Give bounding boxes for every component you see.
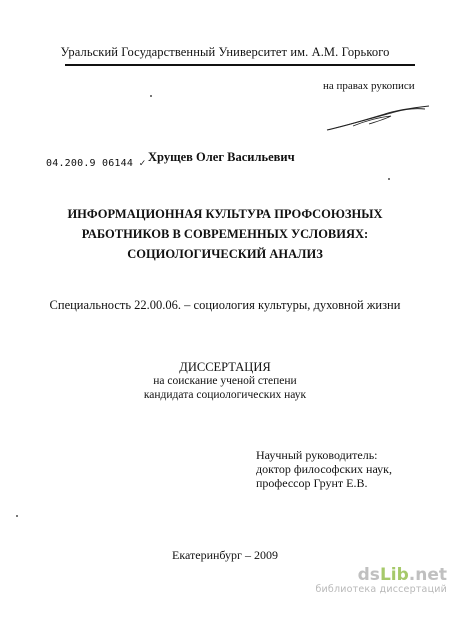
scan-speck xyxy=(16,515,18,517)
registry-number: 04.200.9 06144 xyxy=(46,158,134,169)
city-year: Екатеринбург – 2009 xyxy=(172,548,278,562)
degree-line-2: кандидата социологических наук xyxy=(143,389,307,401)
advisor-name: профессор Грунт Е.В. xyxy=(256,476,368,490)
watermark xyxy=(307,566,447,595)
specialty-line: Специальность 22.00.06. – социология культуры, духовной жизни xyxy=(49,298,401,312)
scan-speck xyxy=(150,95,152,97)
registry-stamp xyxy=(46,158,146,169)
dissertation-heading: ДИССЕРТАЦИЯ xyxy=(179,360,271,374)
advisor-degree: доктор философских наук, xyxy=(256,462,392,476)
watermark-subtitle: библиотека диссертаций xyxy=(315,584,447,595)
dissertation-block xyxy=(0,360,450,402)
university-name: Уральский Государственный Университет им. А.М. Горького xyxy=(60,45,390,59)
dissertation-title xyxy=(0,204,450,264)
degree-line-1: на соискание ученой степени xyxy=(153,375,297,387)
scan-speck xyxy=(388,178,390,180)
stamp-mark: ✓ xyxy=(133,158,146,169)
header-divider xyxy=(65,64,415,66)
title-line-1: ИНФОРМАЦИОННАЯ КУЛЬТУРА ПРОФСОЮЗНЫХ xyxy=(67,207,383,221)
title-line-3: СОЦИОЛОГИЧЕСКИЙ АНАЛИЗ xyxy=(127,247,323,261)
advisor-block xyxy=(256,448,392,490)
watermark-logo: dsLib.net xyxy=(357,565,447,585)
author-name: Хрущев Олег Васильевич xyxy=(148,150,295,164)
title-line-2: РАБОТНИКОВ В СОВРЕМЕННЫХ УСЛОВИЯХ: xyxy=(81,227,369,241)
advisor-label: Научный руководитель: xyxy=(256,448,378,462)
handwritten-signature xyxy=(325,100,435,140)
manuscript-note: на правах рукописи xyxy=(323,80,415,92)
